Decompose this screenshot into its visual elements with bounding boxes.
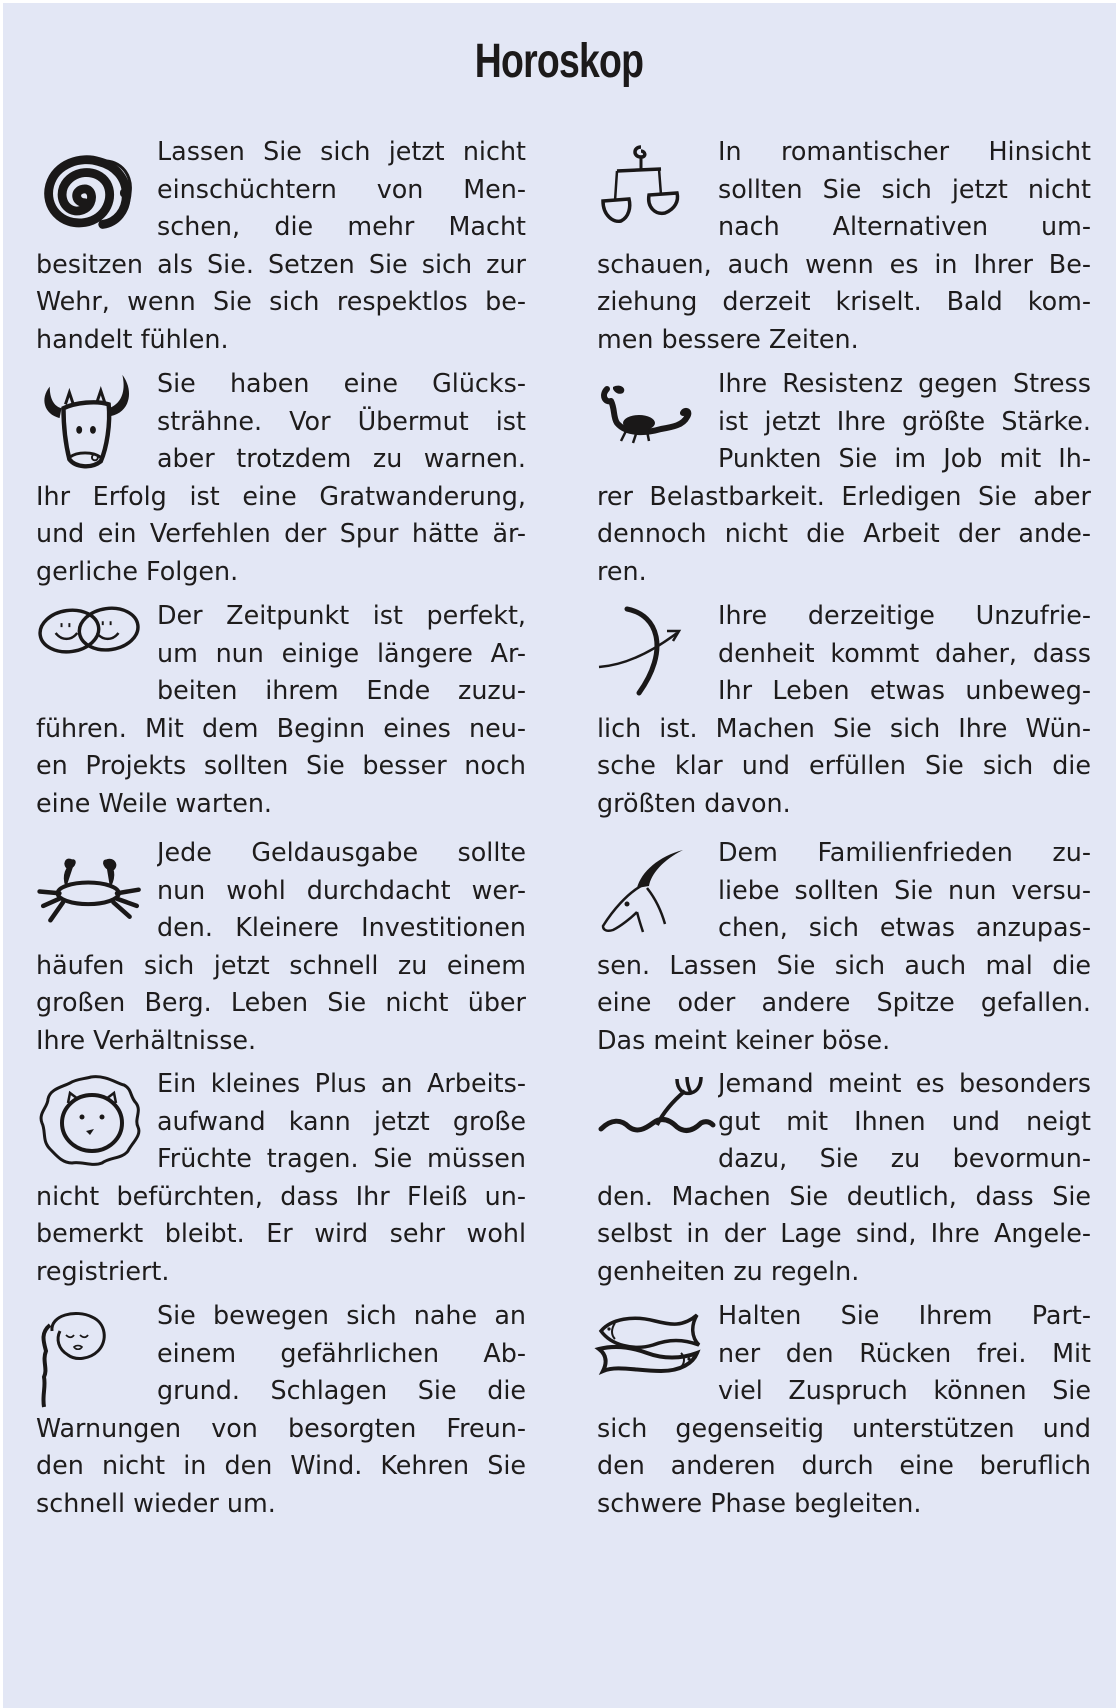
text-line: nach Alternativen um-: [718, 211, 1091, 242]
sign-entry-cancer: [36, 834, 526, 1060]
text-line: Jemand meint es besonders: [718, 1068, 1091, 1098]
text-line: Ihre derzeitige Unzufrie-: [718, 600, 1091, 630]
text-line: Jede Geldausgabe sollte: [157, 837, 526, 867]
text-line: Halten Sie Ihrem Part-: [718, 1300, 1091, 1330]
text-line: lich ist. Machen Sie sich Ihre Wün-: [597, 712, 1091, 743]
text-line: häufen sich jetzt schnell zu einem: [36, 949, 526, 980]
text-line: ziehung derzeit kriselt. Bald kom-: [597, 286, 1091, 317]
text-line: In romantischer Hinsicht: [718, 136, 1091, 166]
text-line: einschüchtern von Men-: [157, 173, 526, 204]
text-line: sen. Lassen Sie sich auch mal die: [597, 949, 1091, 980]
text-line: Sie bewegen sich nahe an: [157, 1300, 526, 1330]
bull-taurus-icon: [36, 369, 144, 477]
text-line: Der Zeitpunkt ist perfekt,: [157, 600, 526, 630]
scorpion-scorpio-icon: [597, 379, 697, 445]
text-line: einem gefährlichen Ab-: [157, 1337, 526, 1368]
sign-entry-aquarius: [597, 1065, 1091, 1291]
text-line: schwere Phase begleiten.: [597, 1487, 922, 1518]
text-line: schen, die mehr Macht: [157, 211, 526, 242]
text-line: sich gegenseitig unterstützen und: [597, 1412, 1091, 1443]
text-line: den anderen durch eine beruflich: [597, 1450, 1091, 1481]
text-line: rer Belastbarkeit. Erledigen Sie aber: [597, 480, 1091, 511]
text-line: Wehr, wenn Sie sich respektlos be-: [36, 286, 526, 317]
crab-cancer-icon: [36, 844, 144, 930]
sign-entry-gemini: [36, 597, 526, 823]
sign-entry-sagittarius: [597, 597, 1091, 823]
text-line: en Projekts sollten Sie besser noch: [36, 750, 526, 781]
text-line: Warnungen von besorgten Freun-: [36, 1412, 526, 1443]
goat-capricorn-icon: [597, 846, 687, 938]
text-line: Ihre Verhältnisse.: [36, 1024, 257, 1055]
text-line: sche klar und erfüllen Sie sich die: [597, 750, 1091, 781]
sign-entry-pisces: [597, 1297, 1091, 1523]
text-line: besitzen als Sie. Setzen Sie sich zur: [36, 248, 526, 279]
text-line: aufwand kann jetzt große: [157, 1105, 526, 1136]
text-line: registriert.: [36, 1255, 170, 1286]
text-line: aber trotzdem zu warnen.: [157, 443, 526, 474]
text-line: denheit kommt daher, dass: [718, 637, 1091, 668]
text-line: chen, sich etwas anzupas-: [718, 912, 1091, 943]
text-line: schauen, auch wenn es in Ihrer Be-: [597, 248, 1091, 279]
text-line: schnell wieder um.: [36, 1487, 276, 1518]
text-line: führen. Mit dem Beginn eines neu-: [36, 712, 526, 743]
text-line: viel Zuspruch können Sie: [718, 1375, 1091, 1406]
text-line: strähne. Vor Übermut ist: [157, 405, 526, 436]
text-line: gerliche Folgen.: [36, 555, 239, 586]
text-line: handelt fühlen.: [36, 323, 229, 354]
scales-libra-icon: [601, 143, 687, 231]
sign-entry-capricorn: [597, 834, 1091, 1060]
trident-waves-aquarius-icon: [597, 1075, 717, 1137]
text-line: gut mit Ihnen und neigt: [718, 1105, 1091, 1136]
text-line: Früchte tragen. Sie müssen: [157, 1143, 526, 1174]
bow-arrow-sagittarius-icon: [597, 605, 683, 697]
sign-entry-scorpio: [597, 365, 1091, 591]
text-line: Lassen Sie sich jetzt nicht: [157, 136, 526, 166]
text-line: größten davon.: [597, 787, 791, 818]
lion-leo-icon: [36, 1073, 146, 1167]
text-line: nicht befürchten, dass Ihr Fleiß un-: [36, 1180, 526, 1211]
text-line: sollten Sie sich jetzt nicht: [718, 173, 1091, 204]
text-line: Dem Familienfrieden zu-: [718, 837, 1091, 867]
text-line: ren.: [597, 555, 647, 586]
text-line: Ihre Resistenz gegen Stress: [718, 368, 1091, 398]
text-line: Ein kleines Plus an Arbeits-: [157, 1068, 526, 1098]
text-line: Sie haben eine Glücks-: [157, 368, 526, 398]
text-line: men bessere Zeiten.: [597, 323, 859, 354]
sign-entry-virgo: [36, 1297, 526, 1523]
text-line: Ihr Erfolg ist eine Gratwanderung,: [36, 480, 526, 511]
text-line: und ein Verfehlen der Spur hätte är-: [36, 518, 526, 549]
text-line: ner den Rücken frei. Mit: [718, 1337, 1091, 1368]
text-line: eine oder andere Spitze gefallen.: [597, 987, 1091, 1018]
fishes-pisces-icon: [597, 1309, 705, 1379]
text-line: Punkten Sie im Job mit Ih-: [718, 443, 1091, 474]
text-line: grund. Schlagen Sie die: [157, 1375, 526, 1406]
sign-entry-aries: [36, 133, 526, 359]
sign-entry-taurus: [36, 365, 526, 591]
text-line: genheiten zu regeln.: [597, 1255, 860, 1286]
sign-entry-leo: [36, 1065, 526, 1291]
text-line: liebe sollten Sie nun versu-: [718, 874, 1091, 905]
text-line: um nun einige längere Ar-: [157, 637, 526, 668]
text-line: bemerkt bleibt. Er wird sehr wohl: [36, 1218, 526, 1249]
text-line: großen Berg. Leben Sie nicht über: [36, 987, 526, 1018]
text-line: den nicht in den Wind. Kehren Sie: [36, 1450, 526, 1481]
text-line: dennoch nicht die Arbeit der ande-: [597, 518, 1091, 549]
text-line: den. Machen Sie deutlich, dass Sie: [597, 1180, 1091, 1211]
text-line: den. Kleinere Investitionen: [157, 912, 526, 943]
twins-gemini-icon: [36, 603, 144, 663]
text-line: Ihr Leben etwas unbeweg-: [718, 675, 1091, 706]
ram-aries-icon: [36, 139, 144, 247]
text-line: dazu, Sie zu bevormun-: [718, 1143, 1091, 1174]
text-line: selbst in der Lage sind, Ihre Angele-: [597, 1218, 1091, 1249]
text-line: eine Weile warten.: [36, 787, 273, 818]
sign-entry-libra: [597, 133, 1091, 359]
text-line: beiten ihrem Ende zuzu-: [157, 675, 526, 706]
maiden-virgo-icon: [36, 1311, 116, 1411]
page-title: Horoskop: [474, 35, 644, 88]
text-line: ist jetzt Ihre größte Stärke.: [718, 405, 1091, 436]
text-line: nun wohl durchdacht wer-: [157, 874, 526, 905]
text-line: Das meint keiner böse.: [597, 1024, 891, 1055]
